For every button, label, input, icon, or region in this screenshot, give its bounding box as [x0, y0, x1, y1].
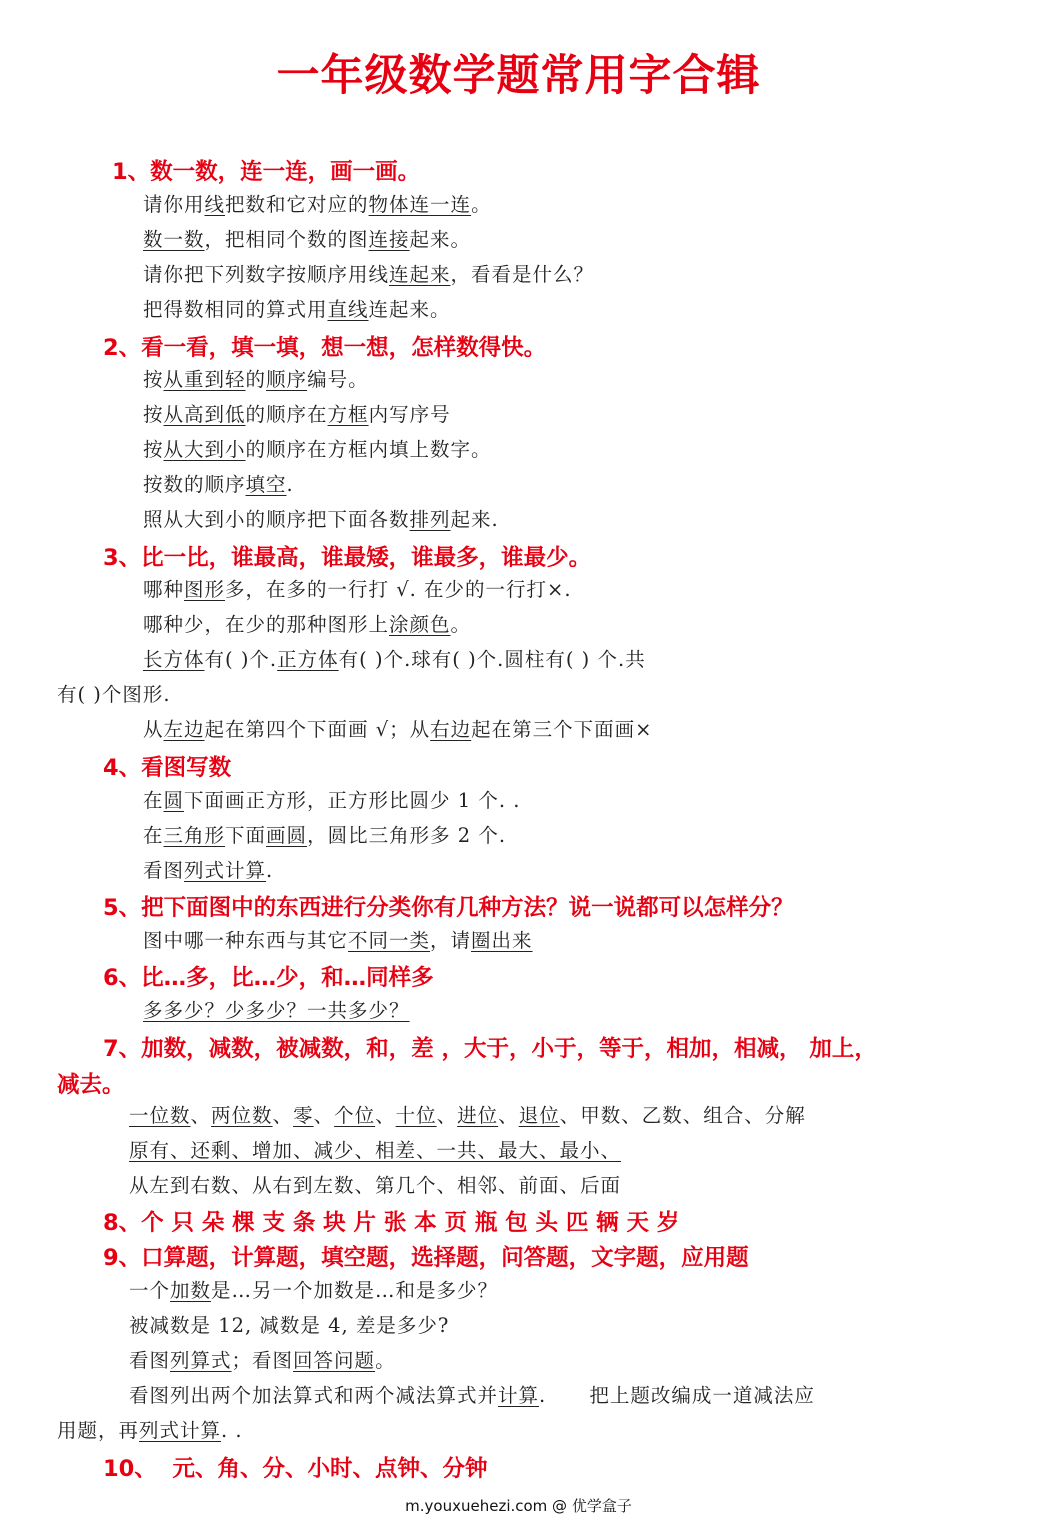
page-title: 一年级数学题常用字合辑	[276, 51, 761, 101]
section-2-heading: 2、看一看，填一填，想一想，怎样数得快。	[103, 335, 547, 361]
section-4-line-1: 在圆下面画正方形，正方形比圆少 1 个. .	[143, 789, 521, 812]
section-6-line-1: 多多少？少多少？一共多少？	[143, 999, 410, 1022]
section-9-line-5: 用题，再列式计算. .	[57, 1419, 243, 1442]
section-2-line-5: 照从大到小的顺序把下面各数排列起来.	[143, 508, 499, 531]
section-7-line-3: 从左到右数、从右到左数、第几个、相邻、前面、后面	[129, 1174, 622, 1197]
section-1-line-1: 请你用线把数和它对应的物体连一连。	[143, 193, 492, 216]
section-9-line-2: 被减数是 12, 减数是 4, 差是多少?	[129, 1314, 450, 1337]
section-2-line-4: 按数的顺序填空.	[143, 473, 294, 496]
section-9-line-1: 一个加数是…另一个加数是…和是多少？	[129, 1279, 499, 1302]
section-7-line-1: 一位数、两位数、零、个位、十位、进位、退位、甲数、乙数、组合、分解	[129, 1104, 806, 1127]
section-1-heading: 1、数一数，连一连，画一画。	[112, 159, 421, 185]
section-2-line-1: 按从重到轻的顺序编号。	[143, 368, 369, 391]
section-4-line-2: 在三角形下面画圆，圆比三角形多 2 个.	[143, 824, 507, 847]
footer-watermark: m.youxuehezi.com @ 优学盒子	[405, 1497, 632, 1515]
section-6-heading: 6、比…多，比…少，和…同样多	[103, 965, 434, 991]
section-3-heading: 3、比一比，谁最高，谁最矮，谁最多，谁最少。	[103, 545, 592, 571]
section-8-heading: 8、个 只 朵 棵 支 条 块 片 张 本 页 瓶 包 头 匹 辆 天 岁	[103, 1210, 680, 1236]
section-5-heading: 5、把下面图中的东西进行分类你有几种方法？说一说都可以怎样分？	[103, 895, 794, 921]
section-3-line-1: 哪种图形多，在多的一行打 √. 在少的一行打×.	[143, 578, 572, 601]
section-3-line-2: 哪种少，在少的那种图形上涂颜色。	[143, 613, 472, 636]
section-3-line-3: 长方体有( )个.正方体有( )个.球有( )个.圆柱有( ) 个.共	[143, 648, 646, 671]
section-1-line-2: 数一数，把相同个数的图连接起来。	[143, 228, 472, 251]
section-3-line-4: 有( )个图形.	[57, 683, 171, 706]
section-4-line-3: 看图列式计算.	[143, 859, 274, 882]
section-10-heading: 10、 元、角、分、小时、点钟、分钟	[103, 1456, 488, 1482]
section-9-line-3: 看图列算式；看图回答问题。	[129, 1349, 396, 1372]
section-7-heading: 7、加数，减数，被减数，和，差 ，大于，小于，等于，相加，相减， 加上，	[103, 1036, 877, 1062]
section-9-heading: 9、口算题，计算题，填空题，选择题，问答题，文字题，应用题	[103, 1245, 749, 1271]
section-1-line-3: 请你把下列数字按顺序用线连起来，看看是什么？	[143, 263, 595, 286]
section-2-line-2: 按从高到低的顺序在方框内写序号	[143, 403, 451, 426]
section-4-heading: 4、看图写数	[103, 755, 232, 781]
section-5-line-1: 图中哪一种东西与其它不同一类，请圈出来	[143, 929, 533, 952]
section-2-line-3: 按从大到小的顺序在方框内填上数字。	[143, 438, 492, 461]
section-9-line-4: 看图列出两个加法算式和两个减法算式并计算. 把上题改编成一道减法应	[129, 1384, 815, 1407]
section-7-line-2: 原有、还剩、增加、减少、相差、一共、最大、最小、	[129, 1139, 622, 1162]
section-7-heading-cont: 减去。	[57, 1072, 125, 1098]
section-3-line-5: 从左边起在第四个下面画 √；从右边起在第三个下面画×	[143, 718, 653, 741]
section-1-line-4: 把得数相同的算式用直线连起来。	[143, 298, 451, 321]
